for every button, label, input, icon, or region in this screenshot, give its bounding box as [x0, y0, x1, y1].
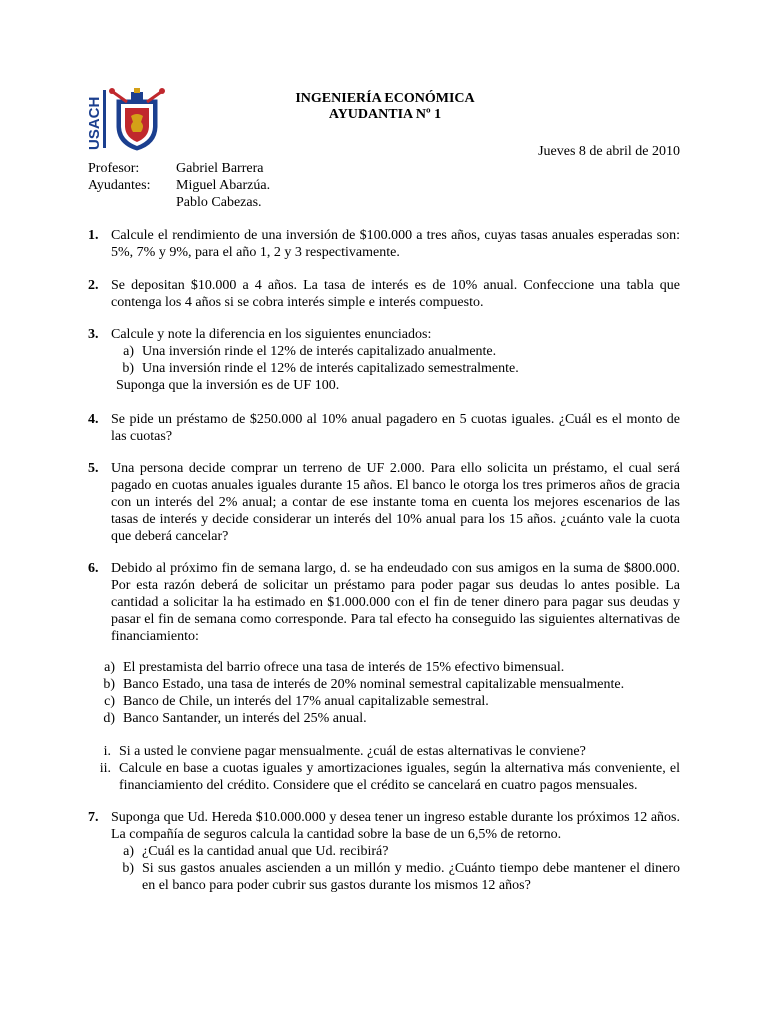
problem-6-questions	[88, 743, 680, 794]
usach-logo	[87, 86, 167, 152]
problem-text: Una persona decide comprar un terreno de UF 2.000. Para ello solicita un préstamo, el cual será pagado en cuotas anuales iguales durante 15 años. El banco le otorga los tres primeros años de gracia con un interés del 2% anual; a contar de ese instante toma en cuenta los mejores escenarios de las tasas de interés y decide considerar un interés del 10% anual para los 15 años. ¿cuánto vale la cuota que deberá cancelar?	[111, 461, 680, 544]
assistants-label: Ayudantes:	[88, 178, 151, 193]
professor-label: Profesor:	[88, 161, 140, 176]
problem-5	[88, 460, 680, 545]
assignment-title: AYUDANTIA Nº 1	[328, 107, 442, 122]
list-item: a) ¿Cuál es la cantidad anual que Ud. recibirá?	[123, 844, 389, 859]
problem-text: Calcule el rendimiento de una inversión de $100.000 a tres años, cuyas tasas anuales esperadas son: 5%, 7% y 9%, para el año 1, 2 y 3 respectivamente.	[111, 228, 680, 260]
list-item: c) Banco de Chile, un interés del 17% anual capitalizable semestral.	[104, 694, 489, 709]
assistant-name: Pablo Cabezas.	[176, 195, 262, 210]
problem-text: Suponga que Ud. Hereda $10.000.000 y desea tener un ingreso estable durante los próximos 12 años. La compañía de seguros calcula la cantidad sobre la base de un 6,5% de retorno.	[111, 810, 680, 842]
problem-7	[88, 809, 680, 894]
assistant-name: Miguel Abarzúa.	[176, 178, 271, 193]
problem-text: Debido al próximo fin de semana largo, d. se ha endeudado con sus amigos en la suma de $800.000. Por esta razón deberá de solicitar un préstamo para poder pagar sus deudas lo antes posible. La cantidad a solicitar la ha estimado en $1.000.000 con el fin de tener dinero para pagar sus deudas y pasar el fin de semana como corresponde. Para tal efecto ha conseguido las siguientes alternativas de financiamiento:	[111, 561, 680, 644]
staff-block	[88, 160, 270, 211]
problem-6-alternatives	[88, 659, 680, 727]
problem-text: Se depositan $10.000 a 4 años. La tasa de interés es de 10% anual. Confeccione una tabla que contenga los 4 años si se cobra interés simple e interés compuesto.	[111, 278, 680, 310]
problem-number: 2.	[88, 278, 99, 293]
list-item: a) El prestamista del barrio ofrece una tasa de interés de 15% efectivo bimensual.	[104, 660, 565, 675]
list-item: b) Si sus gastos anuales ascienden a un millón y medio. ¿Cuánto tiempo debe mantener el dinero en el banco para poder cubrir sus gastos durante los mismos 12 años?	[122, 861, 680, 893]
problem-note: Suponga que la inversión es de UF 100.	[116, 378, 340, 393]
problem-3	[88, 326, 680, 394]
problem-number: 4.	[88, 412, 99, 427]
problem-number: 5.	[88, 461, 99, 476]
course-title: INGENIERÍA ECONÓMICA	[295, 91, 475, 106]
problem-number: 1.	[88, 228, 99, 243]
logo-text: USACH	[87, 96, 103, 150]
list-item: a) Una inversión rinde el 12% de interés capitalizado anualmente.	[123, 344, 497, 359]
problem-6	[88, 560, 680, 645]
university-seal-icon	[87, 86, 167, 152]
list-item: i. Si a usted le conviene pagar mensualmente. ¿cuál de estas alternativas le conviene?	[103, 744, 586, 759]
list-item: d) Banco Santander, un interés del 25% anual.	[103, 711, 367, 726]
problem-number: 3.	[88, 327, 99, 342]
problem-2	[88, 277, 680, 311]
list-item: ii. Calcule en base a cuotas iguales y amortizaciones iguales, según la alternativa más conveniente, el financiamiento del crédito. Considere que el crédito se cancelará en cuatro pagos mensuales.	[99, 761, 680, 793]
problem-text: Calcule y note la diferencia en los siguientes enunciados:	[111, 327, 432, 342]
problem-4	[88, 411, 680, 445]
problem-text: Se pide un préstamo de $250.000 al 10% anual pagadero en 5 cuotas iguales. ¿Cuál es el monto de las cuotas?	[111, 412, 680, 444]
list-item: b) Una inversión rinde el 12% de interés capitalizado semestralmente.	[122, 361, 519, 376]
professor-name: Gabriel Barrera	[176, 161, 264, 176]
problem-1	[88, 227, 680, 261]
problem-number: 7.	[88, 810, 99, 825]
list-item: b) Banco Estado, una tasa de interés de 20% nominal semestral capitalizable mensualmente.	[103, 677, 625, 692]
document-date: Jueves 8 de abril de 2010	[538, 144, 680, 159]
problem-number: 6.	[88, 561, 99, 576]
